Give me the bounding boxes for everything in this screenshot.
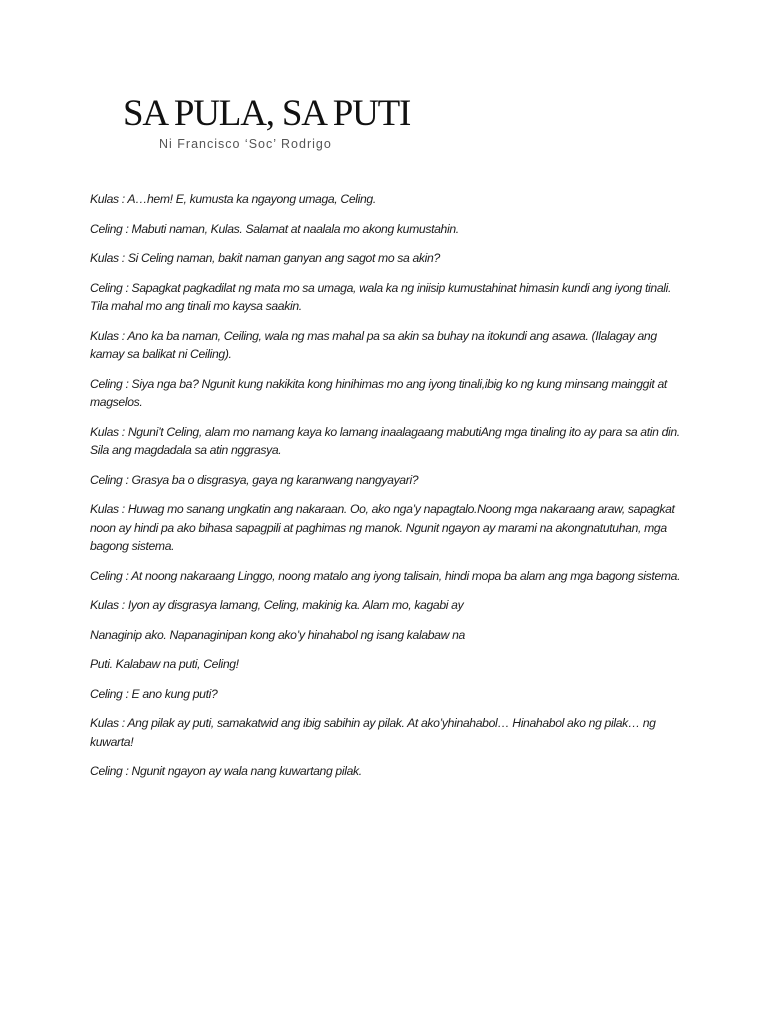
dialogue-line: Kulas : Ano ka ba naman, Ceiling, wala ng mas mahal pa sa akin sa buhay na itokundi ang asawa. (Ilalagay ang kamay sa balikat ni Ceiling). [90, 328, 657, 361]
dialogue-body [90, 190, 690, 792]
dialogue-line: Kulas : Nguni’t Celing, alam mo namang kaya ko lamang inaalagaang mabutiAng mga tinaling ito ay para sa atin din. Sila ang magdadala sa atin nggrasya. [90, 424, 680, 457]
dialogue-line: Kulas : Iyon ay disgrasya lamang, Celing, makinig ka. Alam mo, kagabi ay [90, 598, 464, 612]
dialogue-line: Nanaginip ako. Napanaginipan kong ako’y hinahabol ng isang kalabaw na [90, 627, 465, 642]
dialogue-line: Kulas : Si Celing naman, bakit naman ganyan ang sagot mo sa akin? [90, 251, 440, 265]
author-byline: Ni Francisco ‘Soc’ Rodrigo [159, 137, 332, 151]
dialogue-line: Celing : Sapagkat pagkadilat ng mata mo sa umaga, wala ka ng iniisip kumustahinat himasin kundi ang iyong tinali. Tila mahal mo ang tinali mo kaysa saakin. [90, 280, 672, 313]
dialogue-line: Celing : Mabuti naman, Kulas. Salamat at naalala mo akong kumustahin. [90, 221, 459, 236]
dialogue-line: Celing : E ano kung puti? [90, 686, 218, 701]
dialogue-line: Kulas : A…hem! E, kumusta ka ngayong umaga, Celing. [90, 192, 376, 206]
dialogue-line: Celing : Siya nga ba? Ngunit kung nakikita kong hinihimas mo ang iyong tinali,ibig ko ng kung minsang mainggit at magselos. [90, 376, 667, 409]
page-title: SA PULA, SA PUTI [123, 93, 411, 134]
dialogue-line: Celing : Grasya ba o disgrasya, gaya ng karanwang nangyayari? [90, 472, 419, 487]
dialogue-line: Puti. Kalabaw na puti, Celing! [90, 657, 239, 671]
dialogue-line: Kulas : Ang pilak ay puti, samakatwid ang ibig sabihin ay pilak. At ako’yhinahabol… Hinahabol ako ng pilak… ng kuwarta! [90, 716, 656, 749]
dialogue-line: Celing : Ngunit ngayon ay wala nang kuwartang pilak. [90, 764, 362, 778]
dialogue-line: Kulas : Huwag mo sanang ungkatin ang nakaraan. Oo, ako nga’y napagtalo.Noong mga nakaraang araw, sapagkat noon ay hindi pa ako bihasa sapagpili at paghimas ng manok. Ngunit ngayon ay marami na akongnatutuhan, mga bagong sistema. [90, 502, 675, 553]
dialogue-line: Celing : At noong nakaraang Linggo, noong matalo ang iyong talisain, hindi mopa ba alam ang mga bagong sistema. [90, 568, 681, 583]
